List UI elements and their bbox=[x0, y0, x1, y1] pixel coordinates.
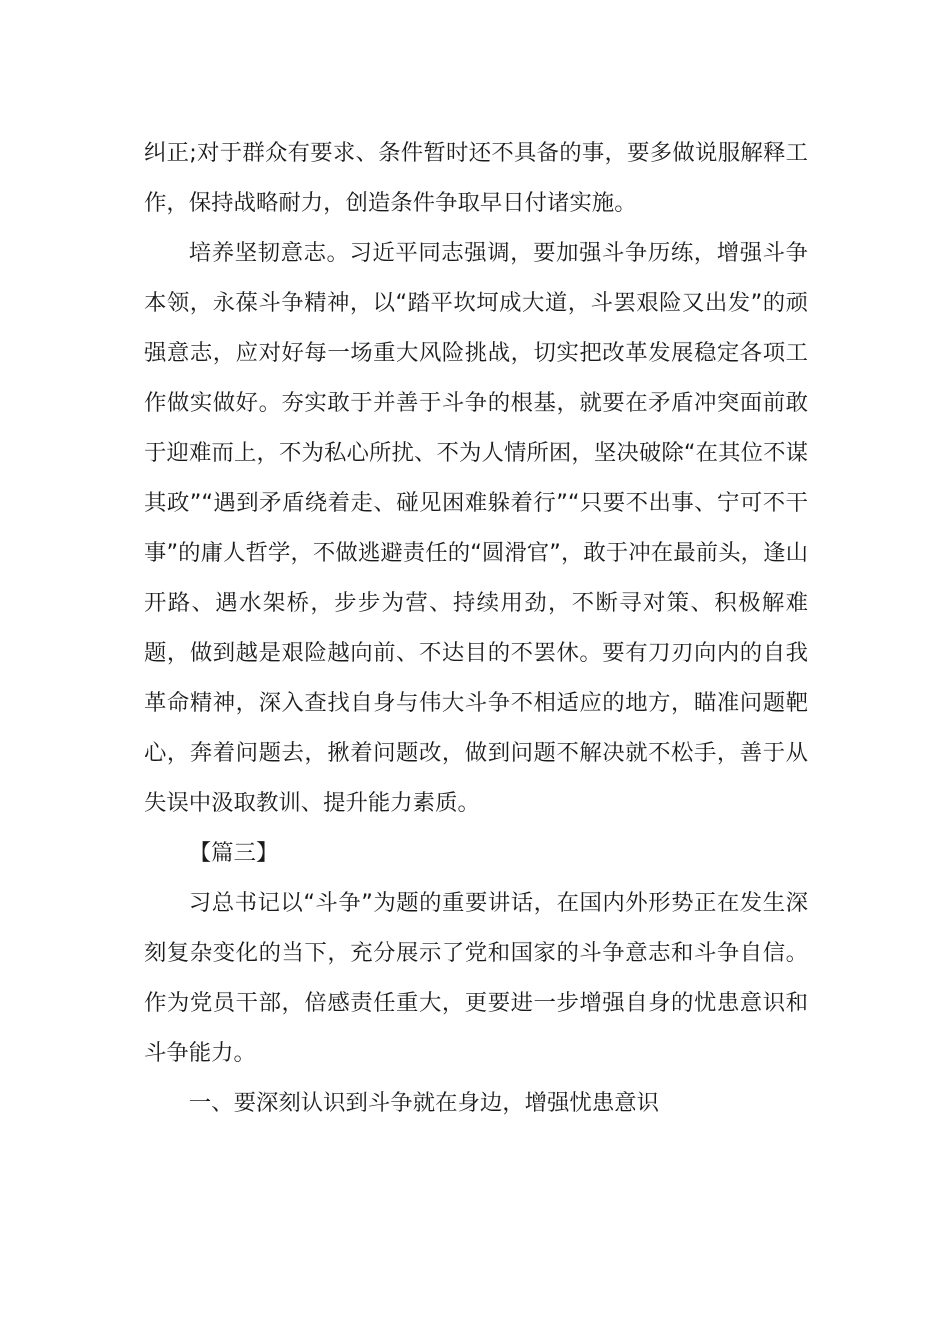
paragraph-perseverance: 培养坚韧意志。习近平同志强调，要加强斗争历练，增强斗争本领，永葆斗争精神，以“踏平坎坷成大道，斗罢艰险又出发”的顽强意志，应对好每一场重大风险挑战，切实把改革发展稳定各项工作做实做好。夯实敢于并善于斗争的根基，就要在矛盾冲突面前敢于迎难而上，不为私心所扰、不为人情所困，坚决破除“在其位不谋其政”“遇到矛盾绕着走、碰见困难躲着行”“只要不出事、宁可不干事”的庸人哲学，不做逃避责任的“圆滑官”，敢于冲在最前头，逢山开路、遇水架桥，步步为营、持续用劲，不断寻对策、积极解难题，做到越是艰险越向前、不达目的不罢休。要有刀刃向内的自我革命精神，深入查找自身与伟大斗争不相适应的地方，瞄准问题靶心，奔着问题去，揪着问题改，做到问题不解决就不松手，善于从失误中汲取教训、提升能力素质。 bbox=[144, 240, 808, 816]
paragraph-intro-part-three: 习总书记以“斗争”为题的重要讲话，在国内外形势正在发生深刻复杂变化的当下，充分展示了党和国家的斗争意志和斗争自信。作为党员干部，倍感责任重大，更要进一步增强自身的忧患意识和斗争能力。 bbox=[144, 890, 808, 1066]
paragraph-continuation: 纠正;对于群众有要求、条件暂时还不具备的事，要多做说服解释工作，保持战略耐力，创造条件争取早日付诸实施。 bbox=[144, 140, 808, 216]
section-heading-part-three: 【篇三】 bbox=[188, 840, 279, 866]
document-body bbox=[144, 128, 808, 1128]
subheading-point-one: 一、要深刻认识到斗争就在身边，增强忧患意识 bbox=[188, 1090, 659, 1116]
